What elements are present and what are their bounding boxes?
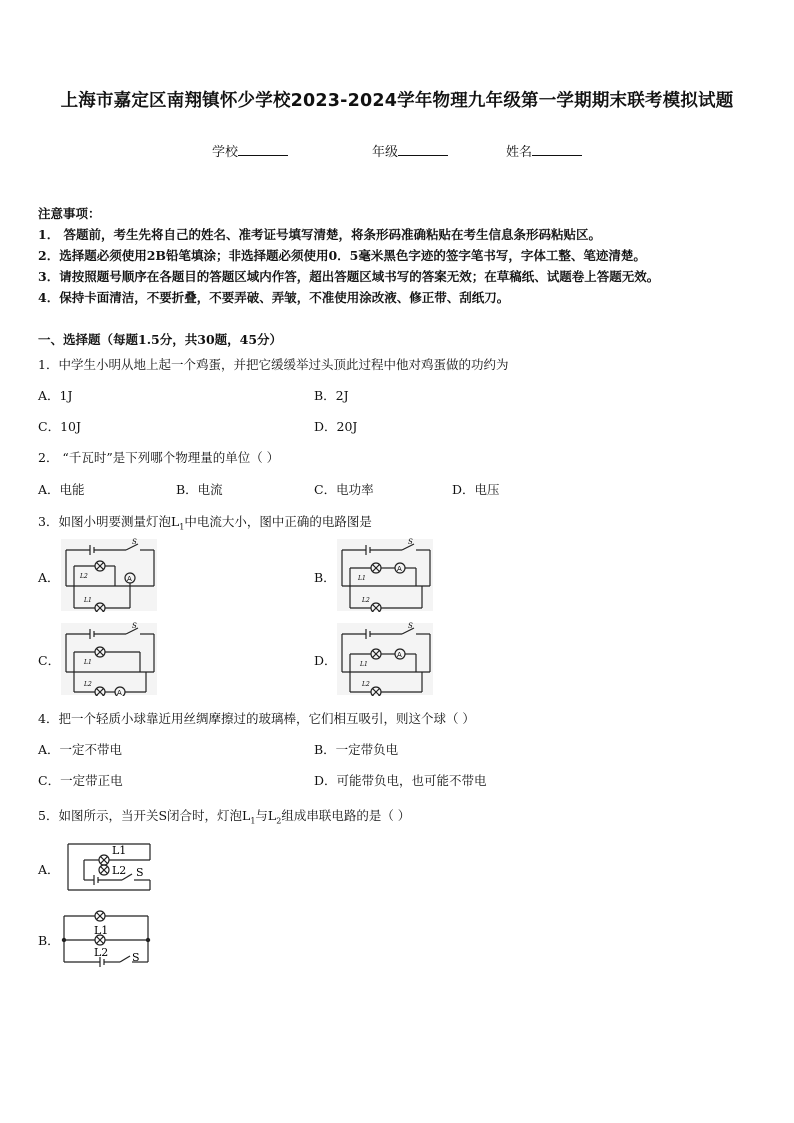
q5b-l1-label: L1 — [94, 924, 109, 937]
q5-stem: 5．如图所示，当开关S闭合时，灯泡$L_1$与$L_2$组成串联电路的是（ ） — [38, 808, 411, 826]
name-field[interactable] — [506, 141, 582, 160]
q3b-l2-label: L2 — [362, 597, 370, 604]
q3c-switch-label: S — [132, 622, 137, 630]
q3a-switch-label: S — [132, 538, 137, 546]
q4-option-b[interactable]: B．一定带负电 — [314, 742, 399, 757]
q3b-ammeter-label: A — [397, 565, 402, 573]
q2-option-d[interactable]: D．电压 — [452, 482, 500, 497]
q3-circuit-a — [60, 538, 158, 612]
school-label: 学校 — [212, 145, 239, 160]
q5-circuit-a — [64, 838, 154, 896]
q3-option-d[interactable]: D． — [314, 653, 337, 668]
q4-option-c[interactable]: C．一定带正电 — [38, 773, 123, 788]
q5-option-b[interactable]: B． — [38, 933, 60, 948]
name-label: 姓名 — [506, 145, 533, 160]
q3c-l2-label: L2 — [84, 681, 92, 688]
q5-circuit-b — [60, 906, 156, 970]
school-blank[interactable] — [238, 143, 288, 156]
q3-option-c[interactable]: C． — [38, 653, 61, 668]
q2-option-a[interactable]: A．电能 — [38, 482, 85, 497]
name-blank[interactable] — [532, 143, 582, 156]
q5-option-a[interactable]: A． — [38, 862, 60, 877]
q4-stem: 4．把一个轻质小球靠近用丝绸摩擦过的玻璃棒，它们相互吸引，则这个球（ ） — [38, 711, 475, 726]
q2-option-c[interactable]: C．电功率 — [314, 482, 374, 497]
q3c-l1-label: L1 — [84, 659, 92, 666]
q5a-l1-label: L1 — [112, 844, 127, 857]
q3-circuit-b — [336, 538, 434, 612]
q3d-switch-label: S — [408, 622, 413, 630]
school-field[interactable] — [212, 141, 288, 160]
q1-stem: 1．中学生小明从地上起一个鸡蛋，并把它缓缓举过头顶此过程中他对鸡蛋做的功约为 — [38, 357, 509, 372]
notice-heading: 注意事项： — [38, 206, 101, 221]
section-heading: 一、选择题（每题1.5分，共30题，45分） — [38, 332, 283, 347]
notice-item-1: 1． 答题前，考生先将自己的姓名、准考证号填写清楚，将条形码准确粘贴在考生信息条形码粘贴区。 — [38, 227, 602, 242]
notice-item-4: 4．保持卡面清洁，不要折叠，不要弄破、弄皱，不准使用涂改液、修正带、刮纸刀。 — [38, 290, 510, 305]
exam-title: 上海市嘉定区南翔镇怀少学校2023-2024学年物理九年级第一学期期末联考模拟试题 — [60, 91, 734, 111]
q1-option-d[interactable]: D．20J — [314, 419, 358, 434]
q3c-ammeter-label: A — [117, 689, 122, 696]
notice-item-3: 3．请按照题号顺序在各题目的答题区域内作答，超出答题区域书写的答案无效；在草稿纸、试题卷上答题无效。 — [38, 269, 660, 284]
q3a-ammeter-label: A — [127, 575, 132, 583]
q5a-l2-label: L2 — [112, 864, 127, 877]
q4-option-d[interactable]: D．可能带负电，也可能不带电 — [314, 773, 487, 788]
q3-stem: 3．如图小明要测量灯泡$L_1$中电流大小，图中正确的电路图是 — [38, 514, 372, 532]
q3d-ammeter-label: A — [397, 651, 402, 659]
grade-blank[interactable] — [398, 143, 448, 156]
q3a-l1-label: L1 — [84, 597, 92, 604]
q3b-l1-label: L1 — [358, 575, 366, 582]
grade-label: 年级 — [372, 145, 399, 160]
grade-field[interactable] — [372, 141, 448, 160]
q3d-l1-label: L1 — [360, 661, 368, 668]
q1-option-c[interactable]: C．10J — [38, 419, 81, 434]
q3-circuit-d — [336, 622, 434, 696]
q4-option-a[interactable]: A．一定不带电 — [38, 742, 123, 757]
q3-circuit-c — [60, 622, 158, 696]
q5a-switch-label: S — [136, 866, 144, 879]
q2-stem: 2． “千瓦时”是下列哪个物理量的单位（ ） — [38, 450, 280, 465]
notice-item-2: 2．选择题必须使用2B铅笔填涂；非选择题必须使用0．5毫米黑色字迹的签字笔书写，字体工整、笔迹清楚。 — [38, 248, 646, 263]
q3a-l2-label: L2 — [80, 573, 88, 580]
q3-option-b[interactable]: B． — [314, 570, 336, 585]
q3b-switch-label: S — [408, 538, 413, 546]
q3d-l2-label: L2 — [362, 681, 370, 688]
q1-option-a[interactable]: A．1J — [38, 388, 73, 403]
q5b-switch-label: S — [132, 951, 140, 964]
q2-option-b[interactable]: B．电流 — [176, 482, 223, 497]
q1-option-b[interactable]: B．2J — [314, 388, 349, 403]
q5b-l2-label: L2 — [94, 946, 109, 959]
q3-option-a[interactable]: A． — [38, 570, 60, 585]
